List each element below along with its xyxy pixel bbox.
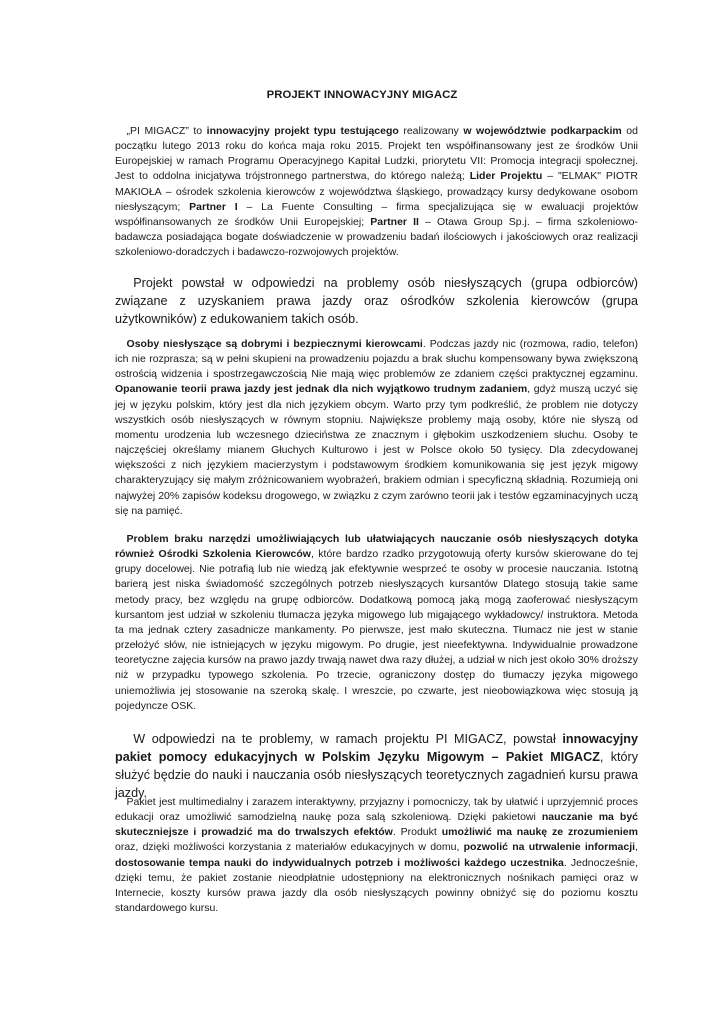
text-run: Pakiet jest multimedialny i zarazem interaktywny, przyjazny i pomocniczy, tak by ułatwić i uprzyjemnić proces edukacji oraz umożliwić samodzielną naukę poza salą szkoleniową. Dzięki pakietowi xyxy=(115,796,638,824)
paragraph-intro xyxy=(115,124,638,260)
bold-run: Problem braku narzędzi umożliwiających lub ułatwiających nauczanie osób niesłyszących dotyka również Ośrodki Szkolenia Kierowców xyxy=(115,533,638,561)
text-run: oraz, dzięki możliwości korzystania z materiałów edukacyjnych w domu, xyxy=(115,841,464,854)
paragraph-answer xyxy=(115,730,638,802)
bold-run: w województwie podkarpackim xyxy=(463,125,622,137)
text-run: – La Fuente Consulting – firma specjalizująca się w ewaluacji projektów współfinansowanych ze środków Unii Europejskiej; xyxy=(115,200,638,228)
text-run: Projekt powstał w odpowiedzi na problemy osób niesłyszących (grupa odbiorców) związane z uzyskaniem prawa jazdy oraz ośrodków szkolenia kierowców (grupa użytkowników) z edukowaniem takich osób. xyxy=(115,276,638,327)
paragraph-drivers xyxy=(115,337,638,519)
bold-run: innowacyjny pakiet pomocy edukacyjnych w Polskim Języku Migowym – Pakiet MIGACZ xyxy=(115,732,638,765)
text-run: „PI MIGACZ” to xyxy=(126,125,207,137)
text-run: , xyxy=(635,841,638,854)
bold-run: Lider Projektu xyxy=(469,170,543,183)
text-run: , gdyż muszą uczyć się jej w języku polskim, który jest dla nich językiem obcym. Warto przy tym podkreślić, że problem nie dotyczy wszystkich osób niesłyszących w równym stopniu. Największe problemy mają osoby, które nie słyszą od momentu urodzenia lub wczesnego dzieciństwa ze znacznym i głębokim uszkodzeniem słuchu. Osoby te najczęściej określamy mianem Głuchych Kulturowo i jest w Polsce około 50 tysięcy. Dla zdecydowanej większości z nich językiem macierzystym i podstawowym środkiem komunikowania się jest język migowy charakteryzujący się małym zróżnicowaniem wyobrażeń, brakiem odmian i specyficzną składnią. Rozumieją oni najwyżej 20% zapisów kodeksu drogowego, w związku z czym zarówno teorii jak i testów egzaminacyjnych uczą się na pamięć. xyxy=(115,383,638,517)
text-run: od początku lutego 2013 roku do końca maja roku 2015. Projekt ten współfinansowany jest ze środków Unii Europejskiej w ramach Programu Operacyjnego Kapitał Ludzki, priorytetu VII: Promocja integracji społecznej. Jest to oddolna inicjatywa trójstronnego partnerstwa, do którego należą; xyxy=(115,125,638,183)
bold-run: dostosowanie tempa nauki do indywidualnych potrzeb i możliwości każdego uczestnika xyxy=(115,856,564,869)
bold-run: Partner II xyxy=(370,215,419,228)
bold-run: Partner I xyxy=(189,200,238,213)
document-title: PROJEKT INNOWACYJNY MIGACZ xyxy=(266,89,458,101)
bold-run: umożliwić ma naukę ze zrozumieniem xyxy=(441,826,638,839)
text-run: , który służyć będzie do nauki i nauczania osób niesłyszących teoretycznych zagadnień kursu prawa jazdy. xyxy=(115,750,638,801)
text-run: realizowany xyxy=(398,125,464,137)
bold-run: innowacyjny projekt typu testującego xyxy=(206,125,399,137)
text-run: , które bardzo rzadko przygotowują oferty kursów skierowane do tej grupy docelowej. Nie potrafią lub nie wiedzą jak efektywnie wesprzeć te osoby w procesie nauczania. Istotną barierą jest niska świadomość szczególnych potrzeb niesłyszących kursantów Dlatego stosują takie same metody pracy, bez względu na grupę odbiorców. Dodatkową pomocą jaką mogą zaoferować niesłyszącym kursantom jest udział w szkoleniu tłumacza języka migowego lub migającego wykładowcy/ instruktora. Metoda ta ma jednak cztery zasadnicze mankamenty. Po pierwsze, jest mało skuteczna. Tłumacz nie jest w stanie przełożyć słów, nie istniejących w języku migowym. Po drugie, jest nieefektywna. Indywidualnie prowadzone teoretyczne zajęcia kursów na prawo jazdy trwają nawet dwa razy dłużej, a udział w nich jest około 30% droższy niż w przypadku typowego szkolenia. Po trzecie, ograniczony dostęp do tłumaczy języka migowego uniemożliwia jej stosowanie na szeroką skalę. I wreszcie, po czwarte, jest nieobowiązkowa więc stosują ją pojedyncze OSK. xyxy=(115,548,638,712)
bold-run: Opanowanie teorii prawa jazdy jest jednak dla nich wyjątkowo trudnym zadaniem xyxy=(115,383,528,396)
bold-run: pozwolić na utrwalenie informacji xyxy=(463,841,636,854)
bold-run: nauczanie ma być skuteczniejsze i prowadzić ma do trwalszych efektów xyxy=(115,811,638,839)
text-run: – "ELMAK" PIOTR MAKIOŁA – ośrodek szkolenia kierowców z województwa śląskiego, prowadzący kursy dedykowane osobom niesłyszącym; xyxy=(115,170,638,213)
paragraph-package xyxy=(115,795,638,916)
text-run: . Podczas jazdy nic (rozmowa, radio, telefon) ich nie rozprasza; są w pełni skupieni na prowadzeniu pojazdu a brak słuchu kompensowany bywa zwiększoną ostrością widzenia i spostrzegawczością Nie mają więc problemów ze zdaniem części praktycznej egzaminu. xyxy=(115,338,638,381)
text-run: W odpowiedzi na te problemy, w ramach projektu PI MIGACZ, powstał xyxy=(133,732,563,746)
paragraph-tools xyxy=(115,532,638,714)
text-run: – Otawa Group Sp.j. – firma szkoleniowo-badawcza posiadająca bogate doświadczenie w prowadzeniu badań ilościowych i jakościowych oraz realizacji szkoleniowo-doradczych i badawczo-rozwojowych projektów. xyxy=(115,215,638,259)
bold-run: Osoby niesłyszące są dobrymi i bezpiecznymi kierowcami xyxy=(126,338,423,350)
text-run: . Jednocześnie, dzięki temu, że pakiet zostanie nieodpłatnie udostępniony na elektronicznych nośnikach pamięci oraz w Internecie, koszty kursów prawa jazdy dla osób niesłyszących powinny obniżyć się do poziomu kosztu standardowego kursu. xyxy=(115,856,638,915)
text-run: . Produkt xyxy=(392,826,442,839)
paragraph-origin xyxy=(115,274,638,328)
